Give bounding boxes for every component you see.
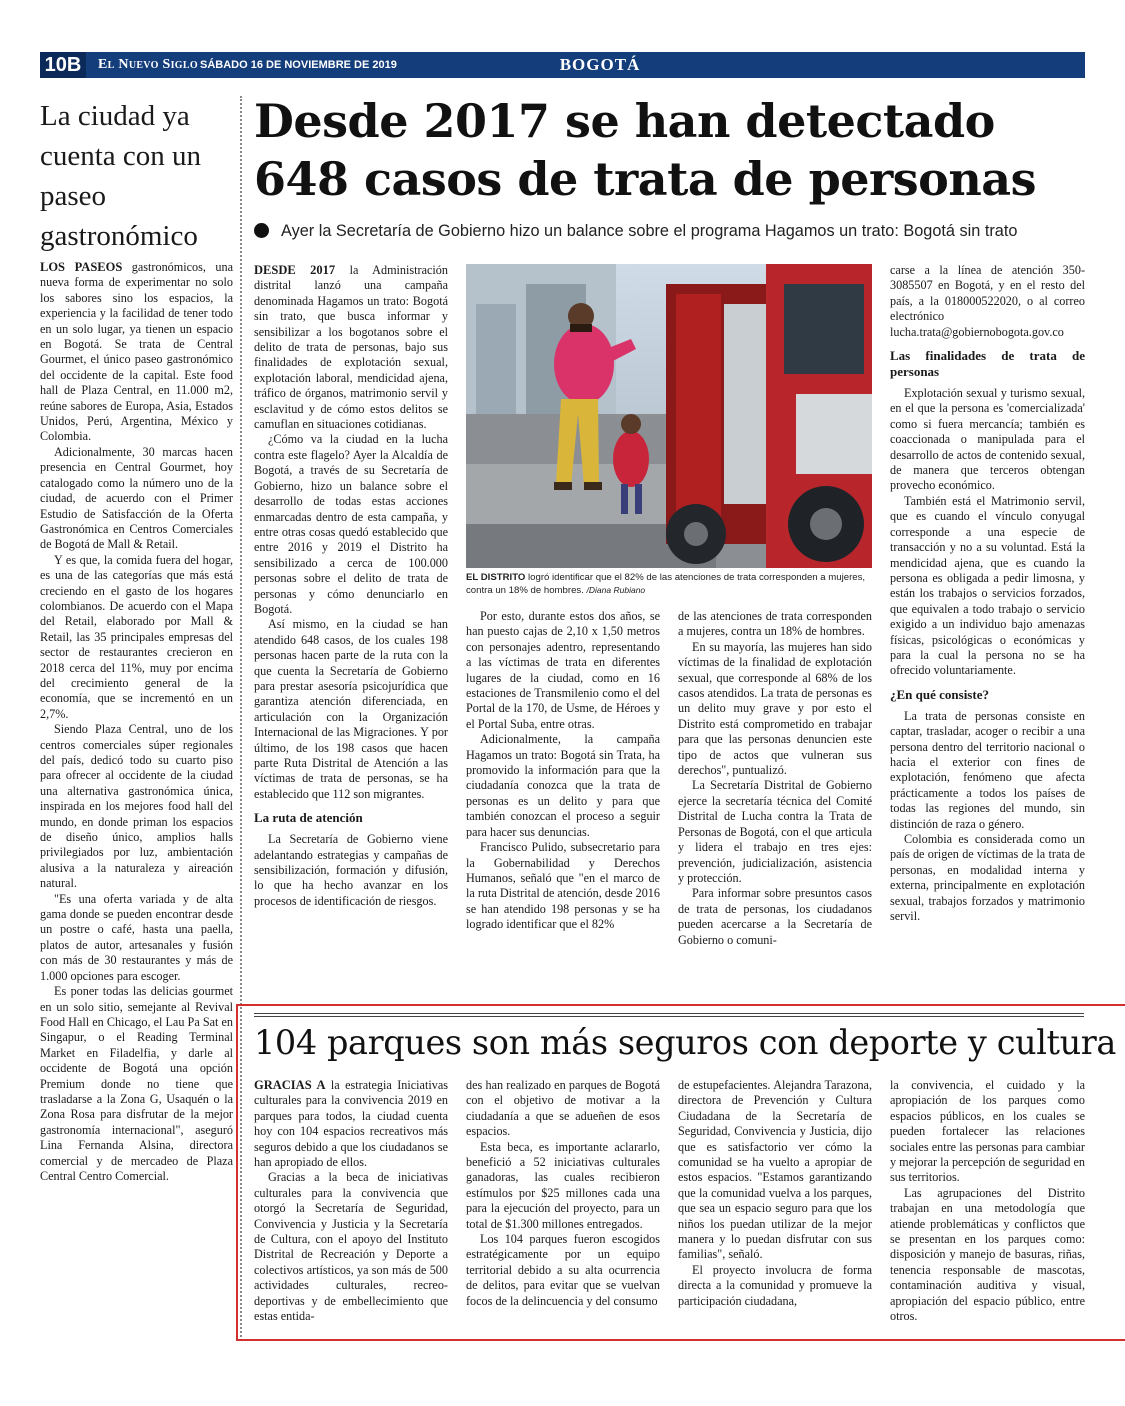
main-paragraph: En su mayoría, las mujeres han sido víctimas de la finalidad de explotación sexual, que corresponde al 68% de los casos atendidos. La trata de personas es un delito muy grave y por esto el Distrito está comprometido en trabajar para que las personas denuncien este tipo de actos que vulneran sus derechos", puntualizó. <box>678 639 872 778</box>
main-paragraph: La trata de personas consiste en captar, trasladar, acoger o recibir a una persona dentro del territorio nacional o hacia el exterior con fines de explotación, fenómeno que afecta prácticamente a todos los países de todas las regiones del mundo, sin distinción de raza o género. <box>890 708 1085 831</box>
main-paragraph: Explotación sexual y turismo sexual, en el que la persona es 'comercializada' como si fuera mercancía; también es coaccionada o manipulada para el desarrollo de actos de contenido sexual, de manera que terceros obtengan provecho económico. <box>890 386 1085 493</box>
main-paragraph: carse a la línea de atención 350-3085507 en Bogotá, y en el resto del país, a la 018000522020, o al correo electrónico lucha.trata@gobiernobogota.gov.co <box>890 263 1085 339</box>
main-paragraph: Para informar sobre presuntos casos de trata de personas, los ciudadanos pueden acercarse a la Secretaría de Gobierno o comuni- <box>678 886 872 947</box>
second-col-4 <box>890 1078 1085 1336</box>
main-paragraph: También está el Matrimonio servil, que es cuando el vínculo conyugal corresponde a una especie de transacción y no a su voluntad. Está la mendicidad ajena, que es cuando la persona es obligada a pedir limosna, y están los trabajos o servicios forzados, que equivalen a todo trabajo o servicio exigido a un individuo bajo amenazas físicas, psicológicas o económicas y para la cual la persona no se ha ofrecido voluntariamente. <box>890 493 1085 678</box>
section-name: BOGOTÁ <box>559 55 641 74</box>
side-article-paragraph: Siendo Plaza Central, uno de los centros comerciales súper regionales del país, dedicó todo su cuarto piso para ofrecer al occidente de la ciudad una alternativa gastronómica única, inspirada en los mejores food hall del mundo, en donde priman los espacios de diseño único, amplios halls privilegiados por luz, ambientación alusiva a la naturaleza y aireación natural. <box>40 722 233 891</box>
street-scene-illustration <box>466 264 872 568</box>
second-paragraph: Esta beca, es importante aclararlo, benefició a 52 iniciativas culturales ganadoras, las cuales recibieron estímulos por $25 millones cada una para la ejecución del proyecto, para un total de $1.300 millones entregados. <box>466 1139 660 1231</box>
side-article-paragraph: Adicionalmente, 30 marcas hacen presencia en Central Gourmet, hoy catalogado como la número uno de la ciudad, de acuerdo con el Primer Estudio de Satisfacción de la Oferta Gastronómica en Centros Comerciales de Bogotá de Mall & Retail. <box>40 444 233 552</box>
second-paragraph: la convivencia, el cuidado y la apropiación de los parques como espacios públicos, en los cuales se pueden fortalecer las relaciones sociales entre las personas para cambiar y mejorar la percepción de seguridad en sus territorios. <box>890 1078 1085 1185</box>
news-photo <box>466 264 872 568</box>
second-paragraph: Gracias a la beca de iniciativas culturales para la convivencia que otorgó la Secretaría de Seguridad, Convivencia y Justicia y la Secretaría de Cultura, con el apoyo del Instituto Distrital de Recreación y Deporte a colectivos artísticos, ya son más de 500 actividades culturales, recreo-deportivas y de embellecimiento que estas entida- <box>254 1170 448 1324</box>
main-paragraph: La Secretaría de Gobierno viene adelantando estrategias y campañas de sensibilización, formación y difusión, lo que ha hecho avanzar en los procesos de identificación de riesgos. <box>254 832 448 908</box>
second-headline: 104 parques son más seguros con deporte y cultura <box>254 1023 1116 1062</box>
main-paragraph: Así mismo, en la ciudad se han atendido 648 casos, de los cuales 198 personas hacen parte de la ruta con la que cuenta la Secretaría de Gobierno para prestar asesoría psicojurídica que garantiza atención diferenciada, en articulación con la Organización Internacional de las Migraciones. Y por último, de los 198 casos que hacen parte Ruta Distrital de Atención a las víctimas de trata de personas, se ha establecido que 112 son migrantes. <box>254 617 448 801</box>
second-kicker: GRACIAS A <box>254 1078 326 1092</box>
second-paragraph: Los 104 parques fueron escogidos estratégicamente por un equipo territorial debido a su alta ocurrencia de delitos, para evitar que se vuelvan focos de la delincuencia y del consumo <box>466 1232 660 1308</box>
article-separator <box>254 1016 1084 1017</box>
main-paragraph: de las atenciones de trata corresponden a mujeres, contra un 18% de hombres. <box>678 609 872 639</box>
main-col-2 <box>466 609 660 999</box>
second-col-1 <box>254 1078 448 1336</box>
subheading-finalidades: Las finalidades de trata de personas <box>890 348 1085 380</box>
photo-credit: /Diana Rubiano <box>586 585 646 595</box>
main-col-1 <box>254 263 448 998</box>
side-article-title: La ciudad ya cuenta con un paseo gastronómico <box>40 100 202 252</box>
page-header <box>40 52 1085 78</box>
second-paragraph: de estupefacientes. Alejandra Tarazona, directora de Prevención y Cultura Ciudadana de la Secretaría de Seguridad, Convivencia y Justicia, dijo que es satisfactorio ver cómo la comunidad se ha vuelto a apropiar de estos espacios. "Estamos garantizando que la comunidad vuelva a los parques, que sea un espacio seguro para que los niños los puedan utilizar de la mejor manera y lo puedan disfrutar con sus familias", señaló. <box>678 1078 872 1262</box>
main-paragraph: Francisco Pulido, subsecretario para la Gobernabilidad y Derechos Humanos, señaló que "en el marco de la ruta Distrital de atención, desde 2016 se han atendido 198 personas y se ha logrado identificar que el 82% <box>466 840 660 932</box>
second-paragraph: GRACIAS A la estrategia Iniciativas culturales para la convivencia 2019 en parques para todos, la ciudad cuenta hoy con 104 espacios recreativos más seguros debido a que los ciudadanos se han apropiado de ellos. <box>254 1078 448 1170</box>
second-paragraph: Las agrupaciones del Distrito trabajan en una metodología que atiende problemáticas y conflictos que se presentan en los parques como: disposición y manejo de basuras, riñas, tenencia responsable de mascotas, contaminación auditiva y visual, apropiación del espacio público, entre otros. <box>890 1185 1085 1324</box>
main-paragraph: Adicionalmente, la campaña Hagamos un trato: Bogotá sin Trata, ha promovido la información para que la ciudadanía conozca que la trata de personas es un delito y para que también conozcan el proceso a seguir para hacer sus denuncias. <box>466 732 660 839</box>
side-article-paragraph: "Es una oferta variada y de alta gama donde se pueden encontrar desde un postre o café, hasta una paella, platos de autor, artesanales y fusión con más de 30 restaurantes y más de 1.000 opciones para escoger. <box>40 891 233 983</box>
side-article-paragraph: Es poner todas las delicias gourmet en un solo sitio, semejante al Revival Food Hall en Chicago, el Lau Pa Sat en Singapur, o el Reading Terminal Market en Filadelfia, y darle al occidente de Bogotá una opción Premium donde no tiene que trasladarse a la Zona G, Usaquén o la Zona Rosa para disfrutar de la mejor gastronomía internacional", aseguró Lina Fernanda Alsina, directora comercial y de mercadeo de Plaza Central Centro Comercial. <box>40 984 233 1183</box>
second-col-3 <box>678 1078 872 1336</box>
side-article-kicker: LOS PASEOS <box>40 260 123 274</box>
second-col-2 <box>466 1078 660 1336</box>
side-article-paragraph: Y es que, la comida fuera del hogar, es una de las categorías que más está creciendo en el gasto de los hogares colombianos. De acuerdo con el Mapa del Retail, elaborado por Mall & Retail, las 35 principales empresas del sector de restaurantes crecieron en 2018 cerca del 11%, muy por encima del crecimiento general de la economía, que se incrementó en un 2,7%. <box>40 552 233 721</box>
article-separator <box>254 1013 1084 1014</box>
main-paragraph: ¿Cómo va la ciudad en la lucha contra este flagelo? Ayer la Alcaldía de Bogotá, a través de su Secretaría de Gobierno, hizo un balance sobre el desarrollo de todas estas acciones enmarcadas dentro de esta campaña, y entre otras cosas quedó establecido que entre 2016 y 2019 el Distrito ha sensibilizado a cerca de 100.000 personas sobre el delito de trata de personas y cómo denunciarlo en Bogotá. <box>254 432 448 616</box>
main-headline: Desde 2017 se han detectado 648 casos de trata de personas <box>254 94 1036 206</box>
main-kicker: DESDE 2017 <box>254 263 336 277</box>
main-col-4 <box>890 263 1085 999</box>
publication-date: SÁBADO 16 DE NOVIEMBRE DE 2019 <box>200 59 397 71</box>
main-subhead: Ayer la Secretaría de Gobierno hizo un balance sobre el programa Hagamos un trato: Bogotá sin trato <box>254 220 1089 242</box>
main-col-3 <box>678 609 872 999</box>
second-paragraph: des han realizado en parques de Bogotá con el objetivo de motivar a la ciudadanía a que se adueñen de esos espacios. <box>466 1078 660 1139</box>
main-paragraph: Por esto, durante estos dos años, se han puesto cajas de 2,10 x 1,50 metros con personajes adentro, representando a las víctimas de trata en diferentes lugares de la ciudad, como en 16 estaciones de Transmilenio como el del Portal de la 170, de Usme, de Héroes y el Portal Suba, entre otras. <box>466 609 660 731</box>
publication-name: El Nuevo Siglo <box>98 57 198 72</box>
bullet-icon <box>254 223 269 238</box>
photo-caption: EL DISTRITO logró identificar que el 82% de las atenciones de trata corresponden a mujeres, contra un 18% de hombres. /Diana Rubiano <box>466 572 866 596</box>
subheading-ruta: La ruta de atención <box>254 810 363 826</box>
page-number: 10B <box>40 52 86 78</box>
main-paragraph: DESDE 2017 la Administración distrital lanzó una campaña denominada Hagamos un trato: Bogotá sin trato, que busca informar y sensibilizar a los bogotanos sobre el delito de trata de personas, bajo sus finalidades de explotación sexual, explotación laboral, mendicidad ajena, tráfico de órganos, matrimonio servil y esclavitud y de cómo estos delitos se camuflan en situaciones cotidianas. <box>254 263 448 432</box>
second-paragraph: El proyecto involucra de forma directa a la comunidad y promueve la participación ciudadana, <box>678 1262 872 1308</box>
subheading-consiste: ¿En qué consiste? <box>890 686 989 702</box>
main-paragraph: Colombia es considerada como un país de origen de víctimas de la trata de personas, en modalidad interna y externa, principalmente en explotación sexual, trabajos forzados y matrimonio servil. <box>890 832 1085 924</box>
side-article-body <box>40 260 233 1350</box>
side-article-paragraph: LOS PASEOS gastronómicos, una nueva forma de experimentar no solo los sabores sino los espacios, la experiencia y la facilidad de tener todo en un solo lugar, ya tienen un espacio en Bogotá. Se trata de Central Gourmet, el único paseo gastronómico del occidente de la capital. Este food hall de Plaza Central, en 11.000 m2, reúne sabores de Europa, Asia, Estados Unidos, Perú, Argentina, México y Colombia. <box>40 260 233 444</box>
main-paragraph: La Secretaría Distrital de Gobierno ejerce la secretaría técnica del Comité Distrital de Lucha contra la Trata de Personas de Bogotá, con el que articula y lidera el trabajo en tres ejes: prevención, judicialización, asistencia y protección. <box>678 778 872 885</box>
